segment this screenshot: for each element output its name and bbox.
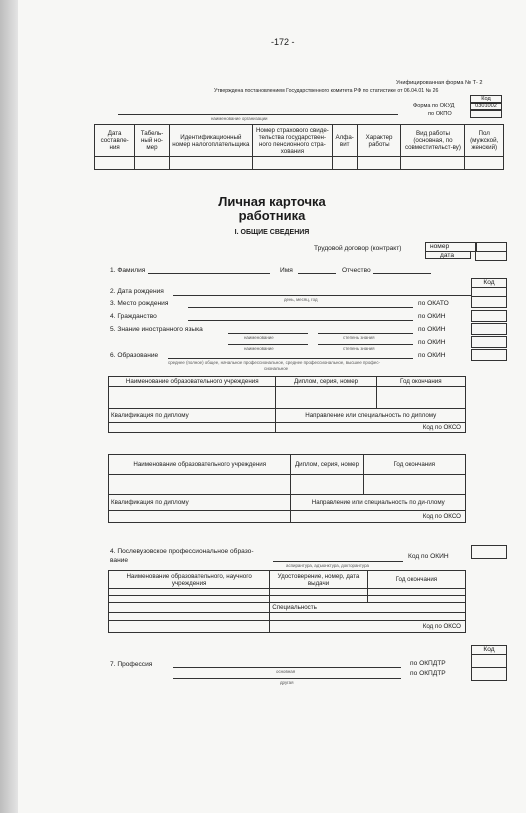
profession-main-caption: основная — [276, 669, 296, 674]
education-caption-2: сиональное — [264, 366, 289, 371]
name-label: Имя — [280, 267, 293, 274]
code-header: Код — [470, 95, 502, 104]
okin-code-box-4[interactable] — [471, 349, 507, 361]
okin-code-box-3[interactable] — [471, 336, 507, 348]
col-tab-number: Табель-ный но-мер — [135, 125, 169, 157]
contract-number-label: номер — [425, 242, 477, 252]
language-level-input-2[interactable] — [318, 344, 413, 345]
name-input[interactable] — [298, 273, 336, 274]
okin-label-3: по ОКИН — [418, 339, 446, 346]
okin-code-box-1[interactable] — [471, 310, 507, 322]
edu1-col-year: Год окончания — [376, 377, 465, 387]
pg-data-row-2[interactable] — [109, 596, 466, 603]
language-name-caption: наименование — [244, 335, 274, 340]
okin-label-1: по ОКИН — [418, 313, 446, 320]
form-page — [18, 0, 526, 813]
education-label: 6. Образование — [110, 352, 159, 359]
pg-okso: Код по ОКСО — [270, 621, 466, 633]
edu2-okso: Код по ОКСО — [291, 511, 466, 523]
col-work-type: Вид работы (основная, по совместительст-ву) — [401, 125, 465, 157]
section-title: I. ОБЩИЕ СВЕДЕНИЯ — [234, 229, 310, 236]
pg-col-certificate: Удостоверение, номер, дата выдачи — [270, 571, 367, 589]
education-caption-1: среднее (полное) общее, начальное профессиональное, среднее профессиональное, высшее профес- — [168, 360, 381, 365]
postgrad-label-2: вание — [110, 557, 129, 564]
form-title: Унифицированная форма № Т- 2 — [396, 80, 483, 86]
citizenship-label: 4. Гражданство — [110, 313, 157, 320]
postgrad-caption: аспирантура, адъюнктура, докторантура — [286, 563, 369, 568]
col-work-character: Характер работы — [357, 125, 401, 157]
education-input[interactable] — [168, 358, 413, 359]
okin-label-2: по ОКИН — [418, 326, 446, 333]
organization-line[interactable] — [118, 114, 398, 115]
card-title-2: работника — [238, 208, 306, 223]
contract-date-box[interactable] — [475, 251, 507, 261]
okin-code-box-2[interactable] — [471, 323, 507, 335]
pg-empty-cell-2[interactable] — [109, 621, 270, 633]
education-table-1 — [108, 376, 466, 433]
profession-other-input[interactable] — [173, 678, 401, 679]
col-inn: Идентификационный номер налогоплательщика — [169, 125, 252, 157]
edu2-direction: Направление или специальность по ди-пломy — [291, 495, 466, 511]
citizenship-input[interactable] — [188, 320, 413, 321]
language-label: 5. Знание иностранного языка — [110, 326, 203, 333]
postgrad-okin-box[interactable] — [471, 545, 507, 559]
okpo-value-box[interactable] — [470, 109, 502, 118]
approved-line: Утверждена постановлением Государственного комитета РФ по статистике от 06.04.01 № 26 — [214, 88, 439, 94]
profession-label: 7. Профессия — [110, 661, 153, 668]
pg-specialty: Специальность — [270, 603, 466, 613]
col-alphabet: Алфа-вит — [332, 125, 357, 157]
patronymic-input[interactable] — [373, 273, 431, 274]
language-name-input[interactable] — [228, 333, 308, 334]
okpo-label: по ОКПО — [428, 111, 452, 117]
pg-col-year: Год окончания — [367, 571, 465, 589]
okpdtr-box-1[interactable] — [471, 654, 507, 668]
language-name-caption-2: наименование — [244, 346, 274, 351]
profession-other-caption: другая — [280, 680, 294, 685]
birth-date-input[interactable] — [173, 295, 471, 296]
top-table-row[interactable] — [95, 157, 504, 170]
edu1-col-institution: Наименование образовательного учреждения — [109, 377, 276, 387]
edu1-qualification: Квалификация по диплому — [109, 409, 276, 423]
postgrad-okin: Код по ОКИН — [408, 553, 449, 560]
edu1-direction: Направление или специальность по диплому — [276, 409, 466, 423]
surname-label: 1. Фамилия — [110, 267, 146, 274]
postgrad-input[interactable] — [273, 561, 403, 562]
okpdtr-box-2[interactable] — [471, 667, 507, 681]
top-info-table — [94, 124, 504, 170]
pg-col-institution: Наименование образовательного, научного учреждения — [109, 571, 270, 589]
edu2-col-diploma: Диплом, серия, номер — [291, 455, 363, 475]
language-name-input-2[interactable] — [228, 344, 308, 345]
org-caption: наименование организации — [211, 116, 268, 121]
birth-date-caption: день, месяц, год — [284, 297, 318, 302]
okato-code-box[interactable] — [471, 296, 507, 308]
surname-input[interactable] — [148, 273, 270, 274]
language-level-caption-2: степень знания — [343, 346, 375, 351]
okato-label: по ОКАТО — [418, 300, 449, 307]
okud-value: 0301002 — [470, 102, 502, 111]
patronymic-label: Отчество — [342, 267, 371, 274]
okpdtr-label-2: по ОКПДТР — [410, 670, 446, 677]
col-gender: Пол (мужской, женский) — [465, 125, 504, 157]
language-level-caption: степень знания — [343, 335, 375, 340]
okin-label-4: по ОКИН — [418, 352, 446, 359]
card-title-1: Личная карточка — [218, 194, 326, 209]
pg-data-row-1[interactable] — [109, 589, 466, 596]
contract-label: Трудовой договор (контракт) — [314, 245, 402, 252]
edu2-col-year: Год окончания — [363, 455, 465, 475]
scan-shadow — [0, 0, 18, 813]
code-header-2: Код — [471, 278, 507, 288]
pg-data-row-3[interactable] — [109, 613, 466, 621]
birth-place-label: 3. Место рождения — [110, 300, 169, 307]
page-number: -172 - — [271, 37, 295, 47]
edu2-data-row[interactable] — [109, 475, 466, 495]
profession-code-header: Код — [471, 645, 507, 655]
pg-empty-cell[interactable] — [109, 603, 270, 613]
edu1-col-diploma: Диплом, серия, номер — [276, 377, 376, 387]
edu1-data-row[interactable] — [109, 387, 466, 409]
education-table-2 — [108, 454, 466, 523]
postgrad-label-1: 4. Послевузовское профессиональное образо- — [110, 548, 254, 555]
edu2-qualification-value[interactable] — [109, 511, 291, 523]
col-snils: Номер страхового свиде-тельства государствен-ного пенсионного стра-хования — [253, 125, 333, 157]
birth-date-label: 2. Дата рождения — [110, 288, 164, 295]
birth-place-input[interactable] — [188, 307, 413, 308]
okpdtr-label-1: по ОКПДТР — [410, 660, 446, 667]
profession-main-input[interactable] — [173, 667, 401, 668]
postgrad-table — [108, 570, 466, 633]
edu2-col-institution: Наименование образовательного учреждения — [109, 455, 291, 475]
edu1-qualification-value[interactable] — [109, 423, 276, 433]
col-date: Дата составле-ния — [95, 125, 135, 157]
edu2-qualification: Квалификация по диплому — [109, 495, 291, 511]
okud-label: Форма по ОКУД — [413, 103, 455, 109]
edu1-okso: Код по ОКСО — [276, 423, 466, 433]
language-level-input[interactable] — [318, 333, 413, 334]
contract-date-label: дата — [425, 251, 471, 259]
